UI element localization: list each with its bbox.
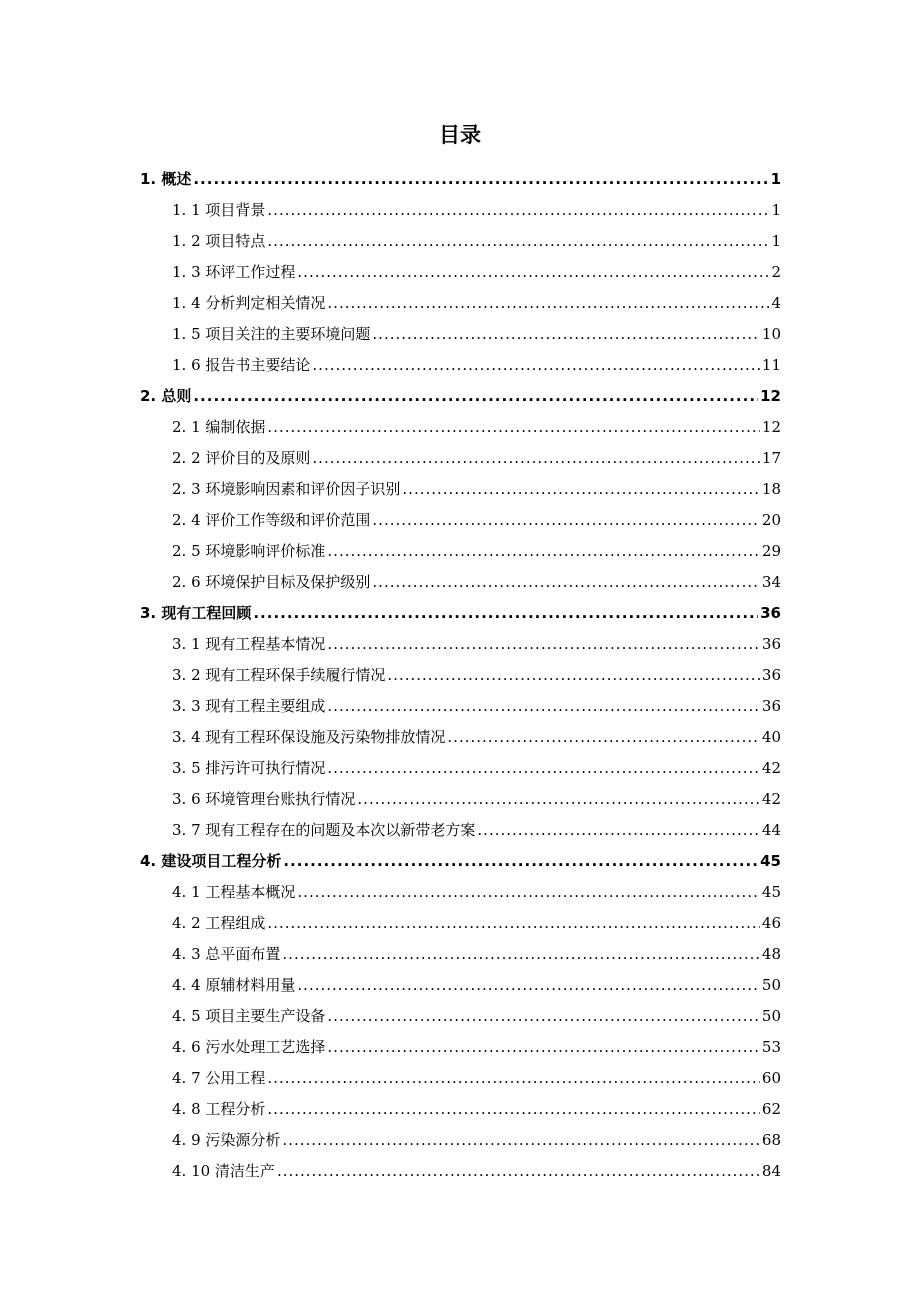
toc-section-entry[interactable] xyxy=(140,1125,781,1156)
toc-section-entry[interactable] xyxy=(140,226,781,257)
toc-dot-leader xyxy=(327,536,760,567)
toc-entry-page-number: 50 xyxy=(761,976,781,994)
toc-entry-label: 1. 5 项目关注的主要环境问题 xyxy=(172,325,371,343)
toc-section-entry[interactable] xyxy=(140,288,781,319)
toc-dot-leader xyxy=(282,939,760,970)
toc-entry-page-number: 1 xyxy=(771,232,781,250)
toc-entry-page-number: 45 xyxy=(761,883,781,901)
toc-dot-leader xyxy=(193,164,768,195)
toc-entry-page-number: 17 xyxy=(761,449,781,467)
toc-chapter-entry[interactable] xyxy=(140,381,781,412)
toc-dot-leader xyxy=(277,1156,760,1187)
toc-section-entry[interactable] xyxy=(140,784,781,815)
toc-entry-label: 2. 5 环境影响评价标准 xyxy=(172,542,326,560)
toc-dot-leader xyxy=(297,970,760,1001)
toc-section-entry[interactable] xyxy=(140,1032,781,1063)
toc-entry-page-number: 18 xyxy=(761,480,781,498)
toc-entry-label: 4. 6 污水处理工艺选择 xyxy=(172,1038,326,1056)
toc-dot-leader xyxy=(327,691,760,722)
toc-dot-leader xyxy=(372,505,760,536)
toc-dot-leader xyxy=(327,1001,760,1032)
toc-entry-page-number: 4 xyxy=(771,294,781,312)
toc-entry-label: 2. 2 评价目的及原则 xyxy=(172,449,311,467)
toc-entry-page-number: 36 xyxy=(761,666,781,684)
toc-entry-page-number: 60 xyxy=(761,1069,781,1087)
toc-entry-label: 4. 4 原辅材料用量 xyxy=(172,976,296,994)
toc-entry-page-number: 44 xyxy=(761,821,781,839)
toc-entry-page-number: 40 xyxy=(761,728,781,746)
toc-entry-page-number: 12 xyxy=(761,418,781,436)
toc-entry-label: 3. 现有工程回顾 xyxy=(140,604,252,622)
toc-title: 目录 xyxy=(439,123,481,147)
toc-dot-leader xyxy=(267,195,769,226)
toc-section-entry[interactable] xyxy=(140,970,781,1001)
toc-entry-label: 4. 1 工程基本概况 xyxy=(172,883,296,901)
toc-section-entry[interactable] xyxy=(140,722,781,753)
toc-dot-leader xyxy=(297,257,769,288)
toc-entry-label: 1. 4 分析判定相关情况 xyxy=(172,294,326,312)
toc-entry-label: 2. 总则 xyxy=(140,387,192,405)
toc-entry-label: 4. 5 项目主要生产设备 xyxy=(172,1007,326,1025)
toc-section-entry[interactable] xyxy=(140,815,781,846)
toc-section-entry[interactable] xyxy=(140,474,781,505)
toc-section-entry[interactable] xyxy=(140,567,781,598)
toc-entry-label: 3. 3 现有工程主要组成 xyxy=(172,697,326,715)
toc-entry-label: 4. 10 清洁生产 xyxy=(172,1162,275,1180)
toc-entry-label: 1. 概述 xyxy=(140,170,192,188)
toc-dot-leader xyxy=(372,319,760,350)
toc-dot-leader xyxy=(477,815,760,846)
toc-entry-label: 1. 3 环评工作过程 xyxy=(172,263,296,281)
toc-section-entry[interactable] xyxy=(140,691,781,722)
toc-entry-label: 2. 4 评价工作等级和评价范围 xyxy=(172,511,371,529)
toc-dot-leader xyxy=(282,1125,760,1156)
toc-entry-label: 2. 3 环境影响因素和评价因子识别 xyxy=(172,480,401,498)
toc-dot-leader xyxy=(312,350,760,381)
toc-section-entry[interactable] xyxy=(140,753,781,784)
toc-section-entry[interactable] xyxy=(140,443,781,474)
toc-entry-label: 4. 2 工程组成 xyxy=(172,914,266,932)
toc-entry-label: 4. 8 工程分析 xyxy=(172,1100,266,1118)
toc-dot-leader xyxy=(253,598,758,629)
toc-entry-page-number: 10 xyxy=(761,325,781,343)
toc-section-entry[interactable] xyxy=(140,257,781,288)
toc-section-entry[interactable] xyxy=(140,629,781,660)
toc-dot-leader xyxy=(327,753,760,784)
toc-entry-label: 2. 1 编制依据 xyxy=(172,418,266,436)
toc-section-entry[interactable] xyxy=(140,319,781,350)
toc-section-entry[interactable] xyxy=(140,660,781,691)
toc-section-entry[interactable] xyxy=(140,939,781,970)
toc-list xyxy=(140,164,781,1187)
toc-entry-page-number: 45 xyxy=(760,852,781,870)
toc-chapter-entry[interactable] xyxy=(140,598,781,629)
toc-section-entry[interactable] xyxy=(140,877,781,908)
toc-dot-leader xyxy=(297,877,760,908)
toc-section-entry[interactable] xyxy=(140,1156,781,1187)
toc-entry-page-number: 36 xyxy=(760,604,781,622)
toc-entry-page-number: 68 xyxy=(761,1131,781,1149)
toc-dot-leader xyxy=(402,474,760,505)
toc-chapter-entry[interactable] xyxy=(140,164,781,195)
toc-dot-leader xyxy=(312,443,760,474)
toc-dot-leader xyxy=(327,629,760,660)
toc-entry-page-number: 36 xyxy=(761,635,781,653)
toc-dot-leader xyxy=(283,846,758,877)
toc-entry-page-number: 1 xyxy=(771,201,781,219)
toc-entry-page-number: 42 xyxy=(761,759,781,777)
toc-dot-leader xyxy=(267,1063,760,1094)
toc-entry-label: 3. 5 排污许可执行情况 xyxy=(172,759,326,777)
toc-dot-leader xyxy=(372,567,760,598)
toc-entry-page-number: 50 xyxy=(761,1007,781,1025)
toc-entry-label: 4. 3 总平面布置 xyxy=(172,945,281,963)
toc-entry-label: 2. 6 环境保护目标及保护级别 xyxy=(172,573,371,591)
toc-entry-page-number: 11 xyxy=(761,356,781,374)
toc-dot-leader xyxy=(447,722,760,753)
toc-entry-label: 3. 6 环境管理台账执行情况 xyxy=(172,790,356,808)
toc-entry-label: 3. 7 现有工程存在的问题及本次以新带老方案 xyxy=(172,821,476,839)
toc-entry-page-number: 2 xyxy=(771,263,781,281)
toc-entry-label: 1. 1 项目背景 xyxy=(172,201,266,219)
toc-entry-page-number: 46 xyxy=(761,914,781,932)
toc-dot-leader xyxy=(267,908,760,939)
toc-entry-label: 1. 6 报告书主要结论 xyxy=(172,356,311,374)
toc-dot-leader xyxy=(327,288,769,319)
toc-section-entry[interactable] xyxy=(140,350,781,381)
toc-entry-label: 3. 1 现有工程基本情况 xyxy=(172,635,326,653)
toc-entry-page-number: 12 xyxy=(760,387,781,405)
toc-entry-page-number: 48 xyxy=(761,945,781,963)
toc-dot-leader xyxy=(267,412,760,443)
toc-entry-label: 3. 2 现有工程环保手续履行情况 xyxy=(172,666,386,684)
toc-entry-page-number: 20 xyxy=(761,511,781,529)
toc-entry-label: 4. 9 污染源分析 xyxy=(172,1131,281,1149)
toc-section-entry[interactable] xyxy=(140,1001,781,1032)
toc-entry-label: 4. 建设项目工程分析 xyxy=(140,852,282,870)
toc-entry-label: 1. 2 项目特点 xyxy=(172,232,266,250)
toc-entry-label: 3. 4 现有工程环保设施及污染物排放情况 xyxy=(172,728,446,746)
toc-dot-leader xyxy=(267,1094,760,1125)
toc-entry-page-number: 84 xyxy=(761,1162,781,1180)
toc-section-entry[interactable] xyxy=(140,505,781,536)
toc-dot-leader xyxy=(193,381,758,412)
toc-entry-page-number: 42 xyxy=(761,790,781,808)
toc-section-entry[interactable] xyxy=(140,1094,781,1125)
toc-entry-page-number: 1 xyxy=(770,170,781,188)
toc-section-entry[interactable] xyxy=(140,908,781,939)
toc-section-entry[interactable] xyxy=(140,195,781,226)
toc-dot-leader xyxy=(327,1032,760,1063)
toc-chapter-entry[interactable] xyxy=(140,846,781,877)
toc-entry-page-number: 36 xyxy=(761,697,781,715)
toc-entry-page-number: 29 xyxy=(761,542,781,560)
toc-entry-page-number: 62 xyxy=(761,1100,781,1118)
toc-dot-leader xyxy=(387,660,760,691)
toc-entry-page-number: 53 xyxy=(761,1038,781,1056)
toc-entry-page-number: 34 xyxy=(761,573,781,591)
toc-dot-leader xyxy=(267,226,769,257)
toc-section-entry[interactable] xyxy=(140,536,781,567)
toc-section-entry[interactable] xyxy=(140,1063,781,1094)
toc-entry-label: 4. 7 公用工程 xyxy=(172,1069,266,1087)
toc-dot-leader xyxy=(357,784,760,815)
toc-section-entry[interactable] xyxy=(140,412,781,443)
